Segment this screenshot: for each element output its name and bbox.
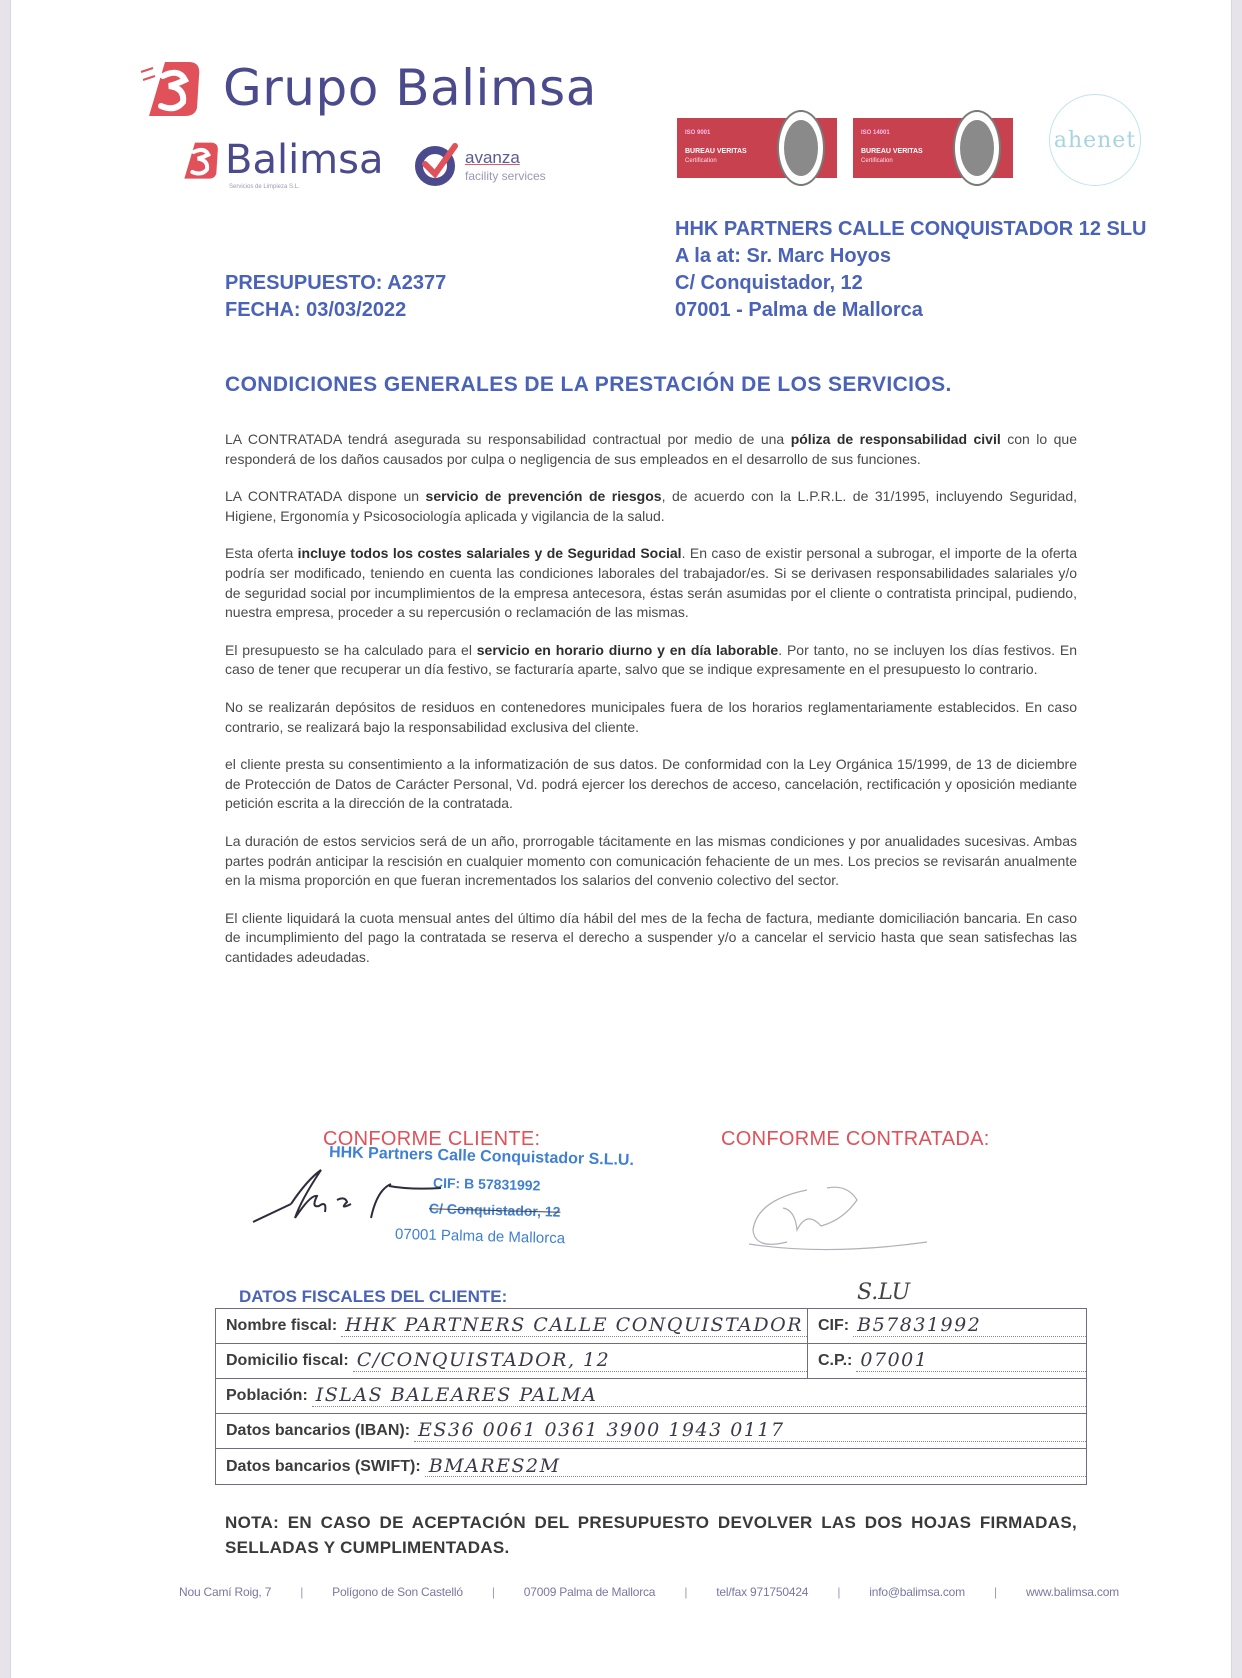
town-field[interactable]: ISLAS BALEARES PALMA — [312, 1385, 1086, 1407]
acceptance-note: NOTA: EN CASO DE ACEPTACIÓN DEL PRESUPUESTO DEVOLVER LAS DOS HOJAS FIRMADAS, SELLADAS Y CUMPLIMENTADAS. — [225, 1513, 1077, 1557]
footer-phone: tel/fax 971750424 — [716, 1585, 809, 1599]
fiscal-row-iban — [216, 1414, 1086, 1449]
paragraph-risk-prevention: LA CONTRATADA dispone un servicio de prevención de riesgos, de acuerdo con la L.P.R.L. de 31/1995, incluyendo Seguridad, Higiene, Ergonomía y Psicosociología aplicada y vigilancia de la salud. — [225, 488, 1077, 524]
town-label: Población: — [226, 1387, 308, 1404]
paragraph-payment: El cliente liquidará la cuota mensual antes del último día hábil del mes de la fecha de factura, mediante domiciliación bancaria. En caso de incumplimiento del pago la contratada se reserva el derecho a suspender y/o a cancelar el servicio hasta que sean satisfechas las cantidades adeudadas. — [225, 909, 1077, 965]
swift-field[interactable]: BMARES2M — [425, 1456, 1086, 1478]
avanza-check-icon — [413, 140, 459, 191]
cif-field[interactable]: B57831992 — [853, 1315, 1086, 1337]
budget-info — [225, 270, 446, 324]
stamp-company: HHK Partners Calle Conquistador S.L.U. — [328, 1144, 635, 1169]
fiscal-row-address — [216, 1344, 1086, 1379]
paragraph-schedule: El presupuesto se ha calculado para el servicio en horario diurno y en día laborable. Por tanto, no se incluyen los días festivos. En caso de tener que recuperar un día festivo, se facturaría aparte, salvo que se indique expresamente en el presupuesto lo contrario. — [225, 641, 1077, 678]
avanza-name: avanza — [465, 147, 520, 167]
balimsa-b-small-logo-icon — [177, 140, 221, 180]
cert-standard: ISO 14001 — [861, 130, 890, 136]
handwritten-slu-note: S.LU — [857, 1280, 911, 1305]
document-page — [10, 0, 1232, 1678]
contractor-signature — [747, 1180, 947, 1260]
recipient-address — [675, 216, 1147, 324]
iban-label: Datos bancarios (IBAN): — [226, 1422, 411, 1439]
paragraph-liability: LA CONTRATADA tendrá asegurada su responsabilidad contractual por medio de una póliza de responsabilidad civil con lo que responderá de los daños causados por culpa o negligencia de sus empleados en el desarrollo de sus funciones. — [225, 431, 1078, 467]
client-approval-label: CONFORME CLIENTE: — [323, 1128, 541, 1150]
cert-issuer: BUREAU VERITAS — [685, 148, 747, 155]
recipient-city: 07001 - Palma de Mallorca — [675, 299, 923, 321]
cert-type: Certification — [685, 158, 717, 164]
conditions-title: CONDICIONES GENERALES DE LA PRESTACIÓN DE LOS SERVICIOS. — [225, 373, 952, 396]
bureau-veritas-seal-icon — [953, 110, 1001, 186]
stamp-street: C/ Conquistador, 12 — [428, 1200, 561, 1220]
ahenet-logo: ahenet — [1049, 94, 1141, 186]
balimsa-b-logo-icon — [139, 58, 203, 118]
postal-code-field[interactable]: 07001 — [856, 1350, 1086, 1372]
balimsa-logo — [177, 137, 384, 190]
fiscal-name-field[interactable]: HHK PARTNERS CALLE CONQUISTADOR — [341, 1315, 807, 1337]
footer-address: Nou Camí Roig, 7 — [179, 1585, 272, 1599]
balimsa-brand-name: Balimsa — [225, 137, 384, 183]
paragraph-data-protection: el cliente presta su consentimiento a la informatización de sus datos. De conformidad con la Ley Orgánica 15/1999, de 13 de diciembre de Protección de Datos de Carácter Personal, Vd. podrá ejercer los derechos de acceso, cancelación, rectificación y oposición mediante petición escrita a la dirección de la contratada. — [225, 756, 1077, 812]
fiscal-name-label: Nombre fiscal: — [226, 1317, 338, 1334]
cert-standard: ISO 9001 — [685, 130, 711, 136]
budget-number: PRESUPUESTO: A2377 — [225, 272, 447, 294]
fiscal-address-field[interactable]: C/CONQUISTADOR, 12 — [353, 1350, 807, 1372]
balimsa-tagline: Servicios de Limpieza S.L. — [229, 184, 300, 190]
footer-area: Polígono de Son Castelló — [332, 1585, 463, 1599]
fiscal-data-title: DATOS FISCALES DEL CLIENTE: — [239, 1287, 508, 1306]
footer-separator: | — [684, 1585, 688, 1599]
contractor-approval-label: CONFORME CONTRATADA: — [721, 1128, 990, 1150]
footer-email-link[interactable]: info@balimsa.com — [869, 1585, 965, 1599]
paragraph-waste: No se realizarán depósitos de residuos en contenedores municipales fuera de los horarios reglamentariamente establecidos. En caso contrario, se realizará bajo la responsabilidad exclusiva del cliente. — [225, 698, 1077, 735]
client-signature — [251, 1160, 451, 1230]
budget-date: FECHA: 03/03/2022 — [225, 299, 407, 321]
iso-14001-certification-badge — [853, 118, 1013, 178]
footer-city: 07009 Palma de Mallorca — [523, 1585, 656, 1599]
paragraph-duration: La duración de estos servicios será de un año, prorrogable tácitamente en las mismas condiciones y por anualidades sucesivas. Ambas partes podrán anticipar la rescisión en cualquier momento con comunicación fehaciente de un mes. Los precios se revisarán anualmente en la misma proporción en que fueran incrementados los salarios del convenio colectivo del sector. — [225, 832, 1077, 889]
footer-separator: | — [491, 1585, 495, 1599]
fiscal-address-label: Domicilio fiscal: — [226, 1352, 349, 1369]
bureau-veritas-seal-icon — [777, 110, 825, 186]
fiscal-row-town — [216, 1379, 1086, 1414]
footer-separator: | — [993, 1585, 997, 1599]
stamp-cif: CIF: B 57831992 — [432, 1174, 541, 1194]
cert-type: Certification — [861, 158, 893, 164]
avanza-logo — [413, 140, 546, 191]
recipient-attention: A la at: Sr. Marc Hoyos — [675, 245, 891, 267]
iban-field[interactable]: ES36 0061 0361 3900 1943 0117 — [414, 1420, 1086, 1442]
conditions-body — [225, 430, 1077, 985]
cert-issuer: BUREAU VERITAS — [861, 148, 923, 155]
fiscal-row-swift — [216, 1449, 1086, 1484]
paragraph-salary-costs: Esta oferta incluye todos los costes salariales y de Seguridad Social. En caso de existir personal a subrogar, el importe de la oferta podría ser modificado, teniendo en cuenta las condiciones laborales del trabajador/es. Si se derivasen responsabilidades salariales y/o de seguridad social por incumplimientos de la empresa antecesora, éstas serán asumidas por el cliente o contratista principal, pudiendo, nuestra empresa, proceder a su repercusión o reclamación de las mismas. — [225, 545, 1078, 621]
cif-label: CIF: — [818, 1317, 850, 1334]
recipient-street: C/ Conquistador, 12 — [675, 272, 863, 294]
grupo-balimsa-logo — [139, 58, 597, 118]
footer-separator: | — [837, 1585, 841, 1599]
group-brand-name: Grupo Balimsa — [223, 59, 597, 117]
postal-code-label: C.P.: — [818, 1352, 853, 1369]
iso-9001-certification-badge — [677, 118, 837, 178]
stamp-city: 07001 Palma de Mallorca — [394, 1225, 566, 1248]
fiscal-data-table — [215, 1308, 1087, 1485]
avanza-subtitle: facility services — [465, 168, 546, 183]
swift-label: Datos bancarios (SWIFT): — [226, 1457, 421, 1475]
company-footer — [179, 1585, 1119, 1599]
recipient-company: HHK PARTNERS CALLE CONQUISTADOR 12 SLU — [675, 218, 1147, 240]
footer-separator: | — [300, 1585, 304, 1599]
fiscal-row-name — [216, 1309, 1086, 1344]
footer-website-link[interactable]: www.balimsa.com — [1025, 1585, 1119, 1599]
